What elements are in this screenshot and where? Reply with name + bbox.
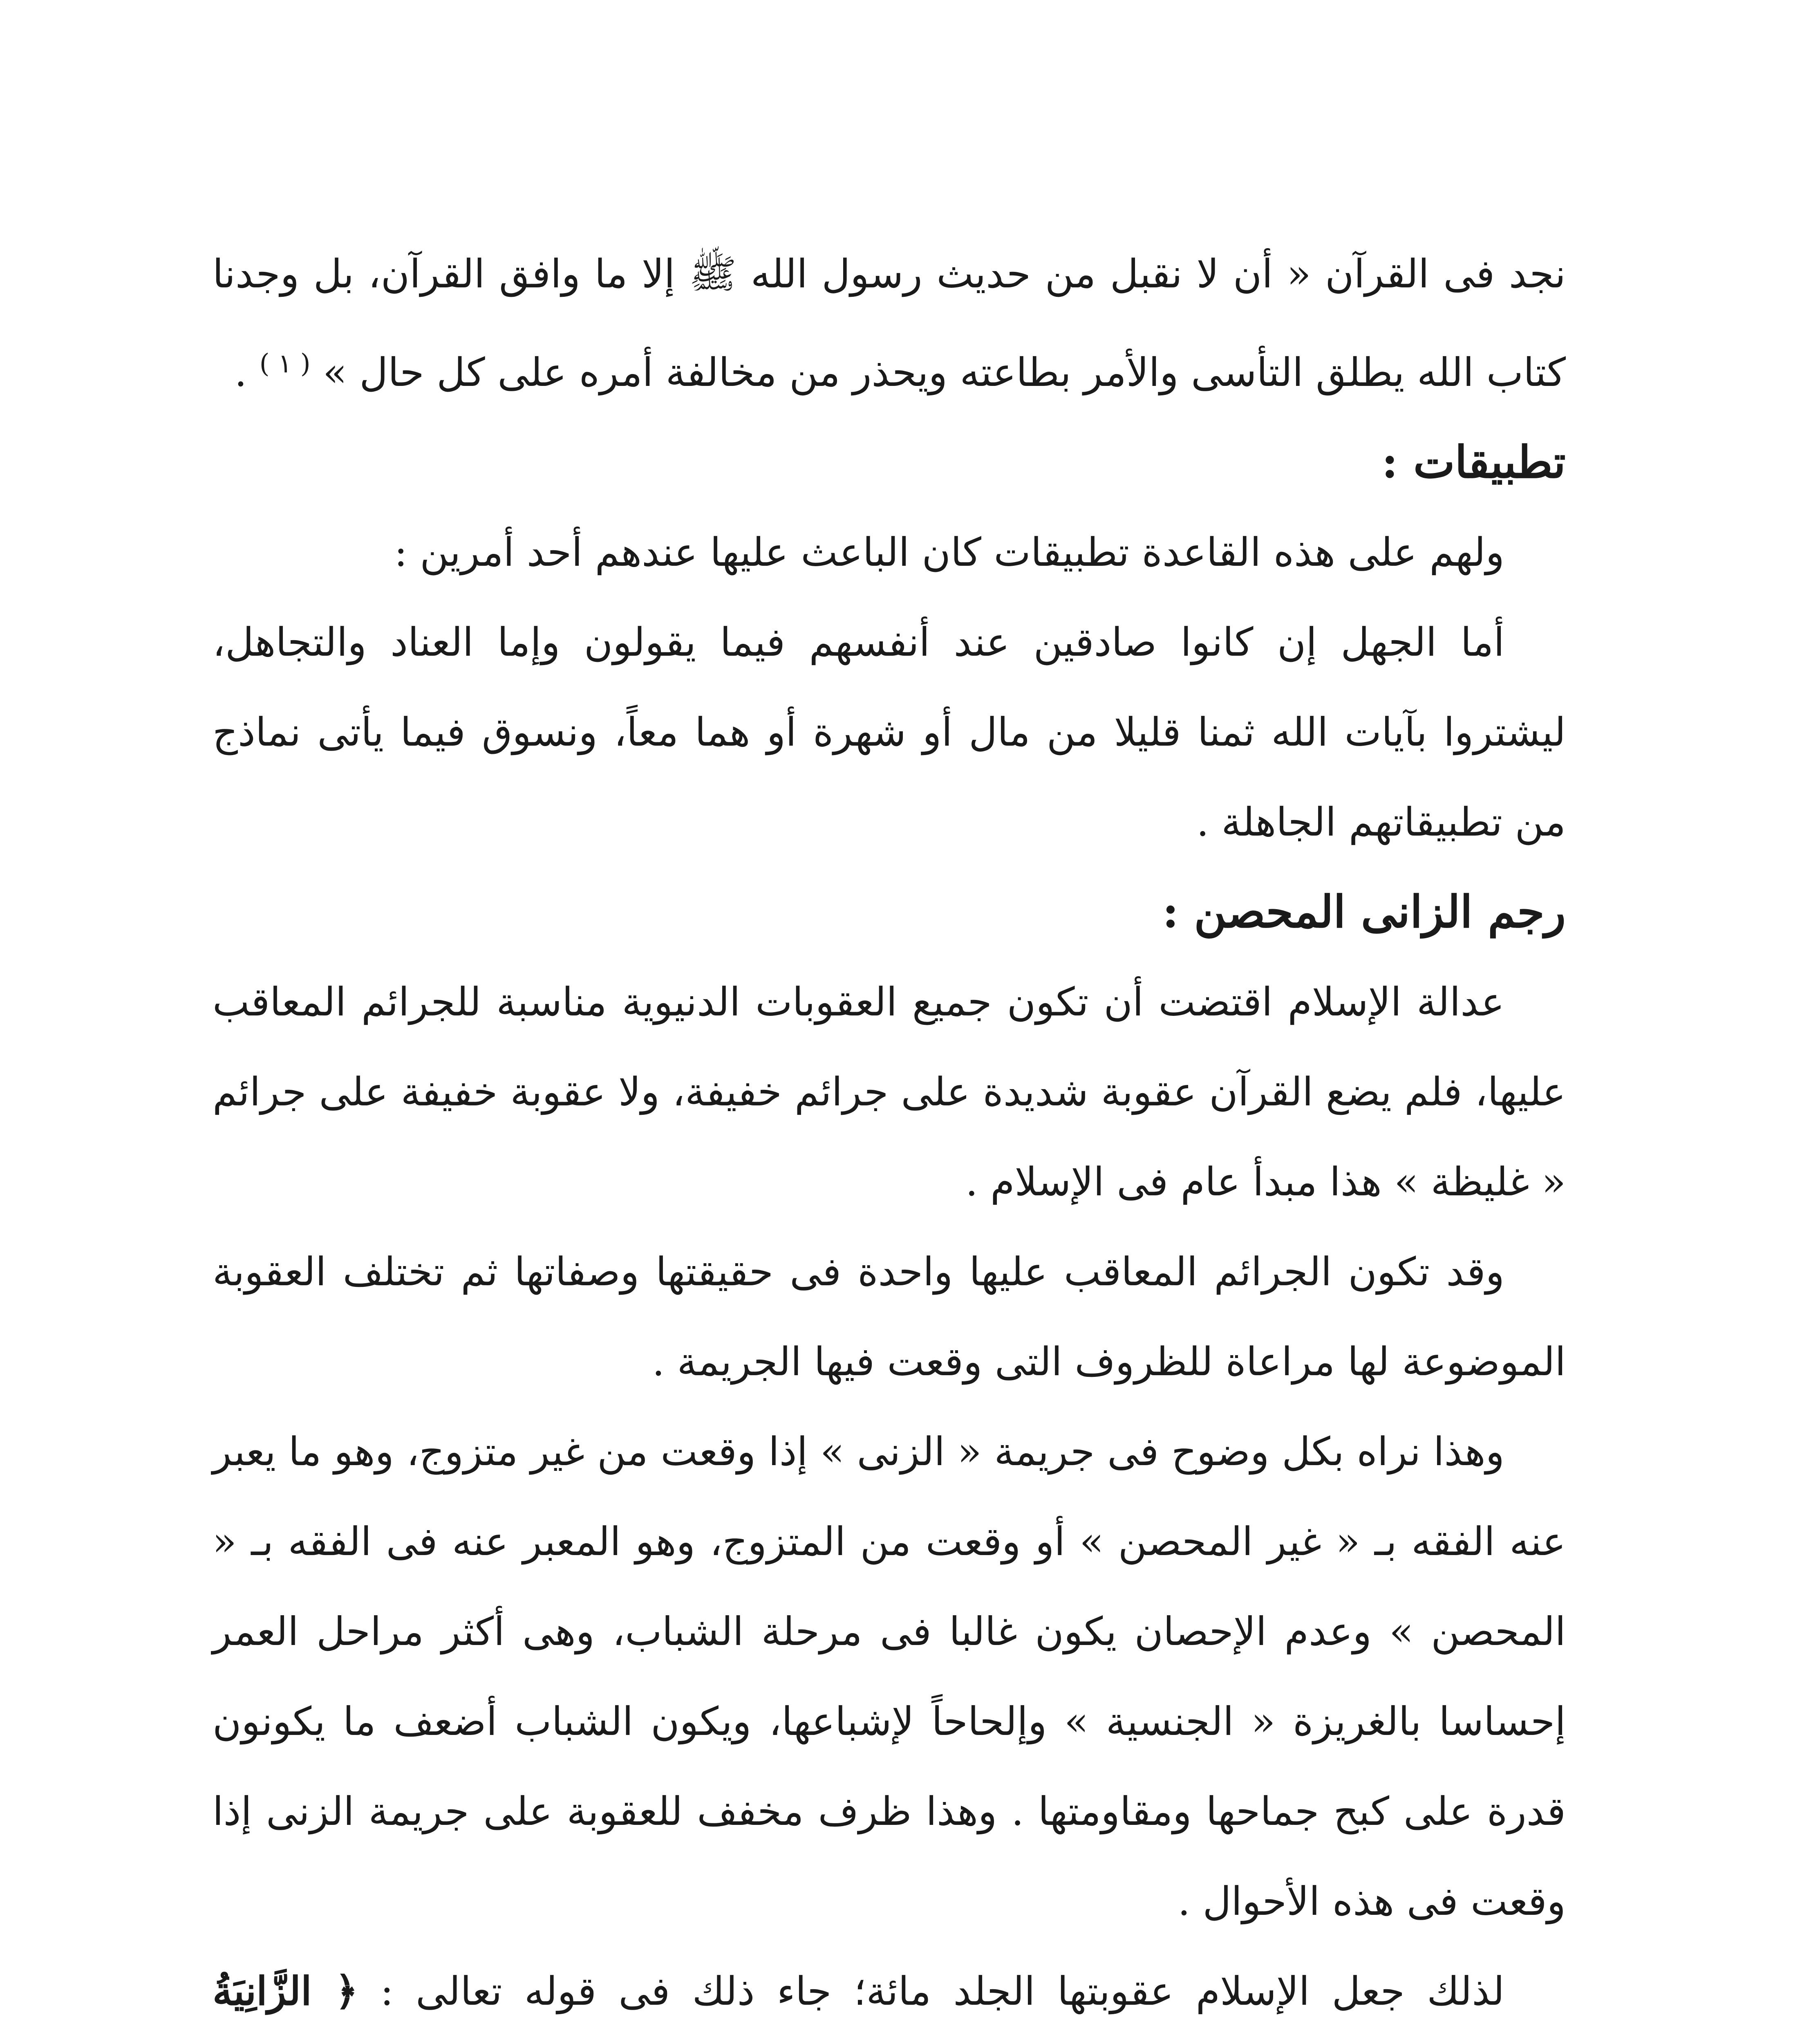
main-text xyxy=(213,229,1566,2044)
paragraph-final xyxy=(213,1946,1566,2044)
paragraph-4: عدالة الإسلام اقتضت أن تكون جميع العقوبات الدنيوية مناسبة للجرائم المعاقب عليها، فلم يضع القرآن عقوبة شديدة على جرائم خفيفة، ولا عقوبة خفيفة على جرائم « غليظة » هذا مبدأ عام فى الإسلام . xyxy=(213,979,1566,1205)
paragraph-3: أما الجهل إن كانوا صادقين عند أنفسهم فيما يقولون وإما العناد والتجاهل، ليشتروا بآيات الله ثمنا قليلا من مال أو شهرة أو هما معاً، ونسوق فيما يأتى نماذج من تطبيقاتهم الجاهلة . xyxy=(213,619,1566,845)
paragraph-1-tail: . xyxy=(234,350,260,395)
paragraph-1 xyxy=(213,229,1566,417)
paragraph-2: ولهم على هذه القاعدة تطبيقات كان الباعث عليها عندهم أحد أمرين : xyxy=(394,529,1504,575)
paragraph-6: وهذا نراه بكل وضوح فى جريمة « الزنى » إذا وقعت من غير متزوج، وهو ما يعبر عنه الفقه بـ « غير المحصن » أو وقعت من المتزوج، وهو المعبر عنه فى الفقه بـ « المحصن » وعدم الإحصان يكون غالبا فى مرحلة الشباب، وهى أكثر مراحل العمر إحساسا بالغريزة « الجنسية » وإلحاحاً لإشباعها، ويكون الشباب أضعف ما يكونون قدرة على كبح جماحها ومقاومتها . وهذا ظرف مخفف للعقوبة على جريمة الزنى إذا وقعت فى هذه الأحوال . xyxy=(213,1429,1566,1924)
heading-stoning: رجم الزانى المحصن : xyxy=(1162,886,1566,938)
heading-applications: تطبيقات : xyxy=(1381,437,1566,488)
paragraph-1-text: نجد فى القرآن « أن لا نقبل من حديث رسول الله ﷺ إلا ما وافق القرآن، بل وجدنا كتاب الله يطلق التأسى والأمر بطاعته ويحذر من مخالفة أمره على كل حال » xyxy=(213,251,1566,395)
quran-verse: ﴿ الزَّانِيَةُ xyxy=(213,1968,358,2014)
paragraph-final-text: لذلك جعل الإسلام عقوبتها الجلد مائة؛ جاء ذلك فى قوله تعالى : xyxy=(380,1968,1505,2014)
footnote-marker: ( ١ ) xyxy=(259,349,311,379)
paragraph-5: وقد تكون الجرائم المعاقب عليها واحدة فى حقيقتها وصفاتها ثم تختلف العقوبة الموضوعة لها مراعاة للظروف التى وقعت فيها الجريمة . xyxy=(213,1249,1566,1385)
